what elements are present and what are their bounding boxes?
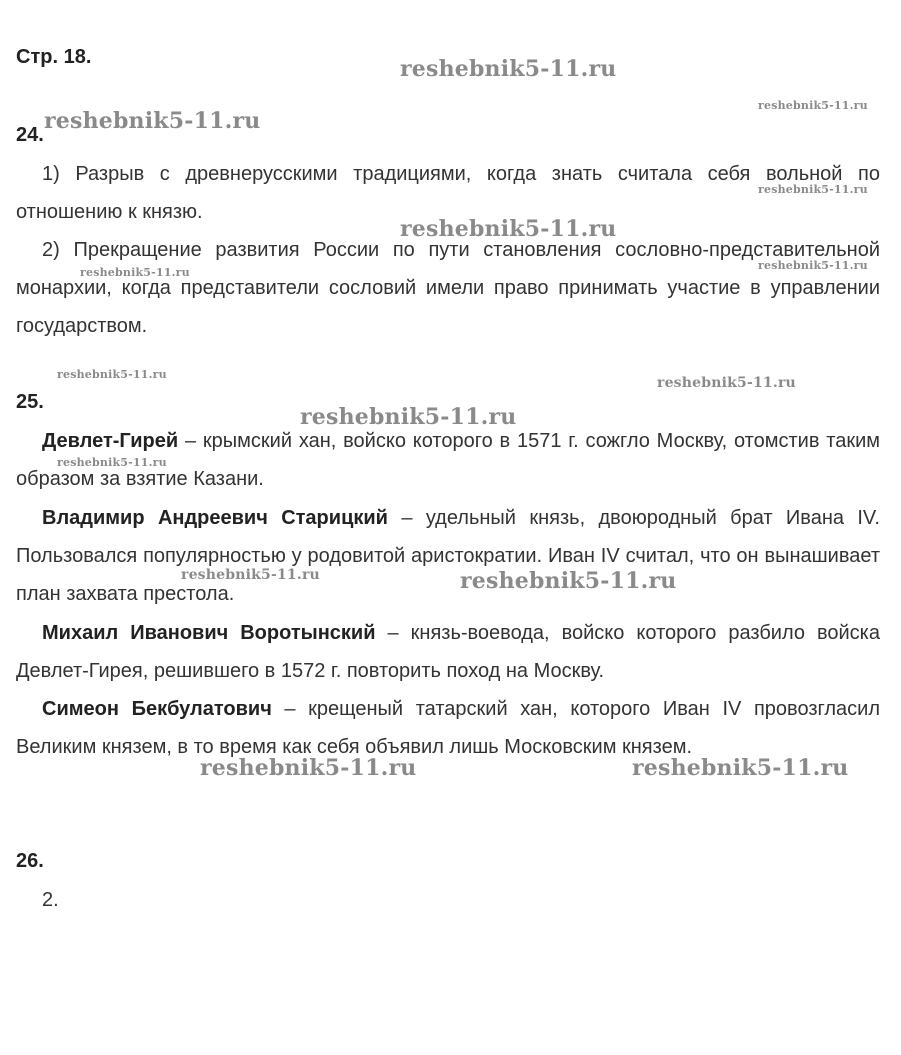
paragraph-text: – крещеный татарский хан, которого Иван IV провозгласил Великим князем, в то время как себя объявил лишь Московским князем. xyxy=(16,698,880,758)
paragraph-26-1 xyxy=(16,881,880,919)
paragraph-25-2 xyxy=(16,499,880,613)
paragraph-24-2 xyxy=(16,231,880,345)
watermark: reshebnik5-11.ru xyxy=(632,755,849,781)
watermark: reshebnik5-11.ru xyxy=(758,99,868,112)
paragraph-text: – крымский хан, войско которого в 1571 г. сожгло Москву, отомстив таким образом за взятие Казани. xyxy=(16,430,880,490)
section-number-24: 24. xyxy=(16,124,44,146)
watermark: reshebnik5-11.ru xyxy=(758,183,868,196)
watermark: reshebnik5-11.ru xyxy=(200,755,417,781)
section-number-26: 26. xyxy=(16,850,44,872)
page-label: Стр. 18. xyxy=(16,46,92,68)
watermark: reshebnik5-11.ru xyxy=(57,456,167,469)
watermark: reshebnik5-11.ru xyxy=(460,568,677,594)
paragraph-text: – удельный князь, двоюродный брат Ивана IV. Пользовался популярностью у родовитой аристократии. Иван IV считал, что он вынашивает план захвата престола. xyxy=(16,507,880,605)
paragraph-25-3 xyxy=(16,614,880,690)
paragraph-25-1 xyxy=(16,422,880,498)
paragraph-text: – князь-воевода, войско которого разбило войска Девлет-Гирея, решившего в 1572 г. повторить поход на Москву. xyxy=(16,622,880,682)
watermark: reshebnik5-11.ru xyxy=(44,108,261,134)
watermark: reshebnik5-11.ru xyxy=(400,56,617,82)
person-name: Михаил Иванович Воротынский xyxy=(42,622,376,644)
paragraph-24-1 xyxy=(16,155,880,231)
paragraph-25-4 xyxy=(16,690,880,766)
watermark: reshebnik5-11.ru xyxy=(400,216,617,242)
watermark: reshebnik5-11.ru xyxy=(300,404,517,430)
person-name: Девлет-Гирей xyxy=(42,430,179,452)
watermark: reshebnik5-11.ru xyxy=(57,368,167,381)
watermark: reshebnik5-11.ru xyxy=(758,259,868,272)
watermark: reshebnik5-11.ru xyxy=(181,567,320,583)
person-name: Владимир Андреевич Старицкий xyxy=(42,507,388,529)
watermark: reshebnik5-11.ru xyxy=(657,375,796,391)
section-number-25: 25. xyxy=(16,391,44,413)
paragraph-text: 2. xyxy=(42,889,59,911)
paragraph-text: 1) Разрыв с древнерусскими традициями, когда знать считала себя вольной по отношению к князю. xyxy=(16,163,880,223)
paragraph-text: 2) Прекращение развития России по пути становления сословно-представительной монархии, когда представители сословий имели право принимать участие в управлении государством. xyxy=(16,239,880,337)
person-name: Симеон Бекбулатович xyxy=(42,698,272,720)
watermark: reshebnik5-11.ru xyxy=(80,266,190,279)
